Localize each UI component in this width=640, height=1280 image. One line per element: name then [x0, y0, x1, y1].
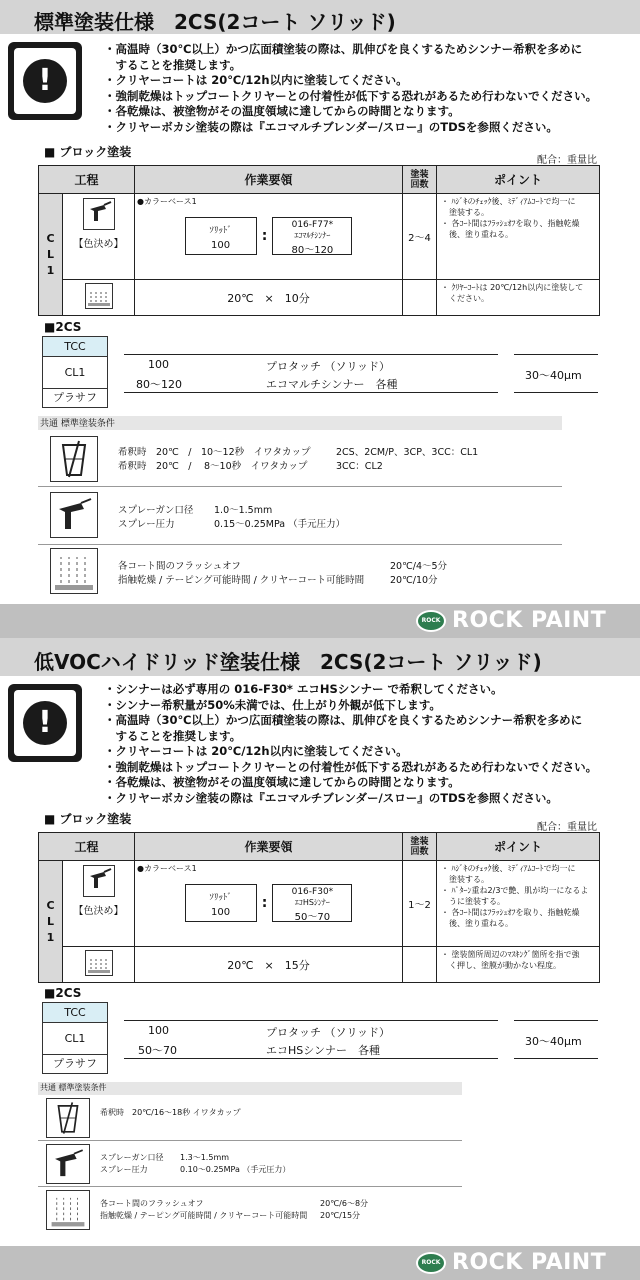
cond1-rows — [118, 446, 310, 474]
cond-text: スプレー圧力 — [100, 1165, 148, 1174]
rock-logo-icon: ROCK — [416, 610, 446, 632]
cl1-layer: CL1 — [43, 357, 107, 389]
note-line: することを推奨します。 — [104, 57, 242, 72]
cond-value: 20℃/15分 — [320, 1211, 361, 1220]
rock-logo-icon: ROCK — [416, 1252, 446, 1274]
line1-qty: 100 — [148, 1024, 169, 1037]
cs-label: ■2CS — [44, 320, 82, 334]
ratio-label: 配合：重量比 — [537, 155, 597, 166]
header-procedure: 作業要領 — [135, 833, 403, 861]
note-line: ・各乾燥は、被塗物がその温度領域に達してからの時間となります。 — [104, 775, 460, 789]
cl1-layer: CL1 — [43, 1023, 107, 1055]
cond-value: 3CC：CL2 — [336, 461, 383, 472]
line1-name: プロタッチ （ソリッド） — [266, 1026, 391, 1039]
flash-icon-cell — [63, 947, 135, 983]
tcc-label: TCC — [43, 1003, 107, 1023]
points-cell: ・ ﾊｼﾞｷのﾁｪｯｸ後、ﾐﾃﾞｨｱﾑｺｰﾄで均一に 塗装する。 ・ ﾊﾟﾀｰﾝ重ね2/3で艶、肌が均一になるよ うに塗装する。 ・ 各ｺｰﾄ間はﾌﾗｯｼｭｵﾌを取り、指触乾燥 後、塗り重ねる。 — [437, 861, 600, 947]
coats-cell: 1～2 — [403, 861, 437, 947]
cond-value: 20℃/6～8分 — [320, 1199, 369, 1208]
cond-text: 希釈時 20℃/16～18秒 イワタカップ — [100, 1108, 241, 1117]
note-line: ・高温時（30℃以上）かつ広面積塗装の際は、肌伸びを良くするためシンナー希釈を多めに — [104, 713, 583, 727]
film-thickness: 30～40μm — [525, 1035, 582, 1048]
cond-text: 指触乾燥 / テーピング可能時間 / クリヤーコート可能時間 — [100, 1211, 308, 1220]
process-table — [38, 165, 600, 316]
header-coats: 塗装 回数 — [403, 166, 437, 194]
cond-text: 希釈時 20℃ / 8～10秒 イワタカップ — [118, 461, 308, 472]
flash-icon-cell — [63, 280, 135, 316]
header-points: ポイント — [437, 166, 600, 194]
film-thickness: 30～40μm — [525, 369, 582, 382]
mix-cell: ●カラーベース1 ｿﾘｯﾄﾞ 100 : 016-F30* ｴｺHSｼﾝﾅｰ 50～70 — [135, 861, 403, 947]
warning-icon: ! — [8, 684, 82, 762]
cond-value: 1.0～1.5mm — [214, 505, 273, 516]
cond-value: 0.15～0.25MPa （手元圧力） — [214, 519, 346, 530]
cond-value: 2CS、2CM/P、3CP、3CC：CL1 — [336, 447, 479, 458]
flash-off-icon — [46, 1190, 90, 1230]
line2-name: エコマルチシンナー 各種 — [266, 378, 398, 391]
line1-qty: 100 — [148, 358, 169, 371]
spray-gun-icon — [83, 865, 115, 897]
note-line: ・クリヤーコートは 20℃/12h以内に塗装してください。 — [104, 73, 408, 87]
header-points: ポイント — [437, 833, 600, 861]
header-process: 工程 — [39, 166, 135, 194]
cond2-rows — [100, 1152, 164, 1176]
spray-gun-icon — [83, 198, 115, 230]
cl1-label: C L 1 — [39, 861, 63, 983]
cond2-values — [180, 1152, 290, 1176]
cond-text: スプレー圧力 — [118, 519, 175, 530]
cond3-rows — [100, 1198, 307, 1222]
cond3-values — [390, 560, 447, 588]
spray-gun-icon — [50, 492, 98, 538]
primer-layer: プラサフ — [53, 1057, 97, 1070]
mix-paint-box: ｿﾘｯﾄﾞ 100 — [185, 884, 257, 922]
block-heading: ■ ブロック塗装 — [44, 145, 132, 159]
cond-text: スプレーガン口径 — [100, 1153, 164, 1162]
flash-points: ・ ｸﾘﾔｰｺｰﾄは 20℃/12h以内に塗装して ください。 — [437, 280, 600, 316]
points-cell: ・ ﾊｼﾞｷのﾁｪｯｸ後、ﾐﾃﾞｨｱﾑｺｰﾄで均一に 塗装する。 ・ 各ｺｰﾄ間はﾌﾗｯｼｭｵﾌを取り、指触乾燥 後、塗り重ねる。 — [437, 194, 600, 280]
header-procedure: 作業要領 — [135, 166, 403, 194]
line2-qty: 80～120 — [136, 378, 182, 391]
section1-title: 標準塗装仕様 2CS(2コート ソリッド) — [34, 10, 396, 34]
cond-text: スプレーガン口径 — [118, 505, 194, 516]
tcc-label: TCC — [43, 337, 107, 357]
tcc-stack — [42, 336, 108, 408]
color-cell — [63, 861, 135, 947]
cond-value: 20℃/10分 — [390, 575, 438, 586]
coats-cell: 2～4 — [403, 194, 437, 280]
line2-qty: 50～70 — [138, 1044, 177, 1057]
mix-paint-box: ｿﾘｯﾄﾞ 100 — [185, 217, 257, 255]
conditions-heading: 共通 標準塗装条件 — [38, 1082, 462, 1095]
base-label: ●カラーベース1 — [137, 864, 197, 873]
note-line: ・強制乾燥はトップコートクリヤーとの付着性が低下する恐れがあるため行わないでください。 — [104, 88, 598, 103]
flash-points: ・ 塗装箇所周辺のﾏｽｷﾝｸﾞ箇所を指で強 く押し、塗膜が動かない程度。 — [437, 947, 600, 983]
cs-label: ■2CS — [44, 986, 82, 1000]
color-label: 【色決め】 — [73, 906, 124, 917]
header-process: 工程 — [39, 833, 135, 861]
cond-value: 0.10～0.25MPa （手元圧力） — [180, 1165, 291, 1174]
cond3-rows — [118, 560, 364, 588]
warning-icon: ! — [8, 42, 82, 120]
cond1-rows — [100, 1106, 241, 1120]
cond-value: 1.3～1.5mm — [180, 1153, 230, 1162]
brand-logo: ROCK PAINT — [452, 1250, 607, 1275]
flash-off-icon — [85, 950, 113, 976]
cond-value: 20℃/4～5分 — [390, 561, 448, 572]
note-line: ・シンナー希釈量が50%未満では、仕上がり外観が低下します。 — [104, 697, 441, 712]
color-cell — [63, 194, 135, 280]
note-line: ・クリヤーボカシ塗装の際は『エコマルチブレンダー/スロー』のTDSを参照ください。 — [104, 119, 558, 134]
block-heading: ■ ブロック塗装 — [44, 812, 132, 826]
cond1-values — [336, 446, 478, 474]
ratio-label: 配合：重量比 — [537, 822, 597, 833]
mix-thinner-box: 016-F77* ｴｺﾏﾙﾁｼﾝﾅｰ 80～120 — [272, 217, 352, 255]
cond3-values — [320, 1198, 368, 1222]
cup-icon — [46, 1098, 90, 1138]
cond2-rows — [118, 504, 193, 532]
primer-layer: プラサフ — [53, 391, 97, 404]
cond-text: 希釈時 20℃ / 10～12秒 イワタカップ — [118, 447, 311, 458]
flash-off-icon — [50, 548, 98, 594]
cl1-label: C L 1 — [39, 194, 63, 316]
tcc-stack — [42, 1002, 108, 1074]
cond2-values — [214, 504, 345, 532]
note-line: ・シンナーは必ず専用の 016-F30* エコHSシンナー で希釈してください。 — [104, 682, 503, 696]
note-line: することを推奨します。 — [104, 728, 242, 743]
note-line: ・各乾燥は、被塗物がその温度領域に達してからの時間となります。 — [104, 104, 460, 118]
note-line: ・クリヤーコートは 20℃/12h以内に塗装してください。 — [104, 744, 408, 758]
flash-text: 20℃ × 10分 — [135, 280, 403, 316]
section2-notes — [104, 682, 597, 806]
line1-name: プロタッチ （ソリッド） — [266, 360, 391, 373]
process-table — [38, 832, 600, 983]
cond-text: 各コート間のフラッシュオフ — [118, 561, 241, 572]
flash-text: 20℃ × 15分 — [135, 947, 403, 983]
note-line: ・クリヤーボカシ塗装の際は『エコマルチブレンダー/スロー』のTDSを参照ください。 — [104, 790, 558, 805]
cond-text: 各コート間のフラッシュオフ — [100, 1199, 204, 1208]
conditions-heading: 共通 標準塗装条件 — [38, 416, 562, 430]
section1-notes — [104, 42, 597, 135]
color-label: 【色決め】 — [73, 239, 124, 250]
cup-icon — [50, 436, 98, 482]
mix-cell: ●カラーベース1 ｿﾘｯﾄﾞ 100 : 016-F77* ｴｺﾏﾙﾁｼﾝﾅｰ 80～120 — [135, 194, 403, 280]
base-label: ●カラーベース1 — [137, 197, 197, 206]
mix-thinner-box: 016-F30* ｴｺHSｼﾝﾅｰ 50～70 — [272, 884, 352, 922]
flash-off-icon — [85, 283, 113, 309]
brand-logo: ROCK PAINT — [452, 608, 607, 633]
line2-name: エコHSシンナー 各種 — [266, 1044, 380, 1057]
note-line: ・高温時（30℃以上）かつ広面積塗装の際は、肌伸びを良くするためシンナー希釈を多めに — [104, 42, 583, 56]
cond-text: 指触乾燥 / テーピング可能時間 / クリヤーコート可能時間 — [118, 575, 365, 586]
note-line: ・強制乾燥はトップコートクリヤーとの付着性が低下する恐れがあるため行わないでください。 — [104, 759, 598, 774]
header-coats: 塗装 回数 — [403, 833, 437, 861]
section2-title: 低VOCハイドリッド塗装仕様 2CS(2コート ソリッド) — [34, 650, 542, 674]
spray-gun-icon — [46, 1144, 90, 1184]
